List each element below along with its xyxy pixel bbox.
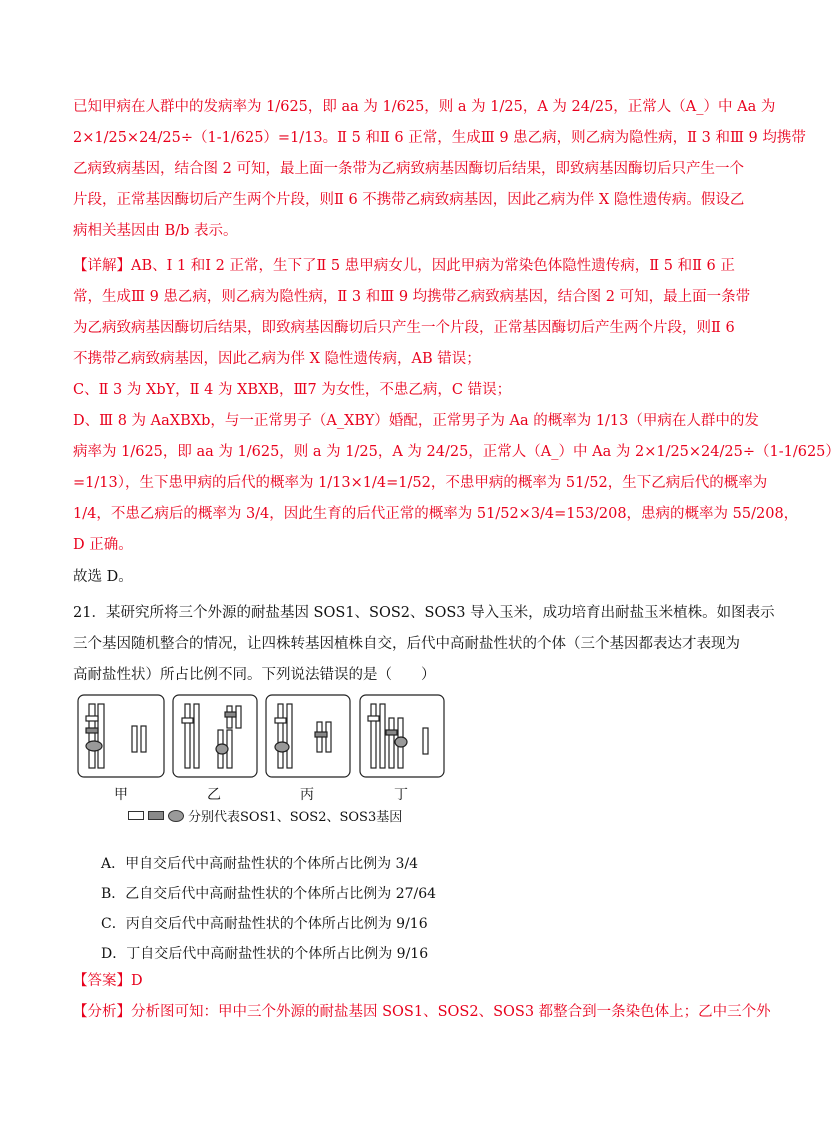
legend-text: 分别代表SOS1、SOS2、SOS3基因: [188, 810, 403, 825]
detail-paragraph: [73, 251, 840, 561]
sos1-legend-icon: [128, 811, 144, 820]
text-line: 片段，正常基因酶切后产生两个片段，则Ⅱ 6 不携带乙病致病基因，因此乙病为伴 X 隐性遗传病。假设乙: [73, 192, 745, 208]
text-line: 三个基因随机整合的情况，让四株转基因植株自交，后代中高耐盐性状的个体（三个基因都表达才表现为: [73, 636, 740, 652]
text-line: =1/13），生下患甲病的后代的概率为 1/13×1/4=1/52，不患甲病的概率为 51/52，生下乙病后代的概率为: [73, 475, 768, 491]
text-line: 高耐盐性状）所占比例不同。下列说法错误的是（ ）: [73, 667, 436, 683]
text-line: 病相关基因由 B/b 表示。: [73, 223, 238, 239]
panel-ding: [360, 695, 444, 777]
option-c: C．丙自交后代中高耐盐性状的个体所占比例为 9/16: [101, 916, 428, 932]
text-line: 1/4，不患乙病后的概率为 3/4，因此生育的后代正常的概率为 51/52×3/4=153/208，患病的概率为 55/208，: [73, 506, 799, 522]
panel-label-yi: 乙: [207, 787, 221, 803]
answer-line: [73, 966, 733, 997]
text-line: D、Ⅲ 8 为 AaXBXb，与一正常男子（A_XBY）婚配，正常男子为 Aa 的概率为 1/13（甲病在人群中的发: [73, 413, 759, 429]
analysis-next-line: [73, 997, 771, 1028]
text-line: 为乙病致病基因酶切后结果，即致病基因酶切后只产生一个片段，正常基因酶切后产生两个片段，则Ⅱ 6: [73, 320, 735, 336]
panel-label-bing: 丙: [300, 787, 314, 803]
gene-integration-figure: [77, 694, 447, 824]
text-line: 【详解】AB、Ⅰ 1 和Ⅰ 2 正常，生下了Ⅱ 5 患甲病女儿，因此甲病为常染色体隐性遗传病，Ⅱ 5 和Ⅱ 6 正: [73, 258, 735, 274]
text-line: C、Ⅱ 3 为 XbY，Ⅱ 4 为 XBXB，Ⅲ7 为女性，不患乙病，C 错误；: [73, 382, 512, 398]
figure-legend: [128, 806, 402, 825]
panel-jia: [78, 695, 164, 777]
choice-text: 故选 D。: [73, 569, 133, 585]
text-line: 2×1/25×24/25÷（1-1/625）=1/13。Ⅱ 5 和Ⅱ 6 正常，生成Ⅲ 9 患乙病，则乙病为隐性病，Ⅱ 3 和Ⅲ 9 均携带: [73, 130, 806, 146]
panel-label-ding: 丁: [394, 787, 408, 803]
option-a: A．甲自交后代中高耐盐性状的个体所占比例为 3/4: [101, 856, 419, 872]
analysis-prev-paragraph: [73, 92, 806, 247]
panel-label-jia: 甲: [114, 787, 128, 803]
text-line: 21．某研究所将三个外源的耐盐基因 SOS1、SOS2、SOS3 导入玉米，成功培育出耐盐玉米植株。如图表示: [73, 605, 775, 621]
sos2-legend-icon: [148, 811, 164, 820]
answer-text: 【答案】D: [73, 973, 143, 989]
text-line: 乙病致病基因，结合图 2 可知，最上面一条带为乙病致病基因酶切后结果，即致病基因酶切后只产生一个: [73, 161, 744, 177]
text-line: 常，生成Ⅲ 9 患乙病，则乙病为隐性病，Ⅱ 3 和Ⅲ 9 均携带乙病致病基因，结合图 2 可知，最上面一条带: [73, 289, 751, 305]
text-line: 不携带乙病致病基因，因此乙病为伴 X 隐性遗传病，AB 错误；: [73, 351, 481, 367]
analysis-next-text: 【分析】分析图可知：甲中三个外源的耐盐基因 SOS1、SOS2、SOS3 都整合到一条染色体上；乙中三个外: [73, 1004, 771, 1020]
text-line: D 正确。: [73, 537, 133, 553]
option-d: D．丁自交后代中高耐盐性状的个体所占比例为 9/16: [101, 946, 429, 962]
text-line: 已知甲病在人群中的发病率为 1/625，即 aa 为 1/625，则 a 为 1/25，A 为 24/25，正常人（A_）中 Aa 为: [73, 99, 776, 115]
text-line: 病率为 1/625，即 aa 为 1/625，则 a 为 1/25，A 为 24/25，正常人（A_）中 Aa 为 2×1/25×24/25÷（1-1/625）: [73, 444, 840, 460]
figure-panels: [77, 694, 447, 780]
panel-yi: [173, 695, 257, 777]
question-paragraph: [73, 598, 775, 691]
panel-bing: [266, 695, 350, 777]
option-b: B．乙自交后代中高耐盐性状的个体所占比例为 27/64: [101, 886, 437, 902]
sos3-legend-icon: [168, 810, 184, 822]
choice-line: [73, 562, 733, 593]
